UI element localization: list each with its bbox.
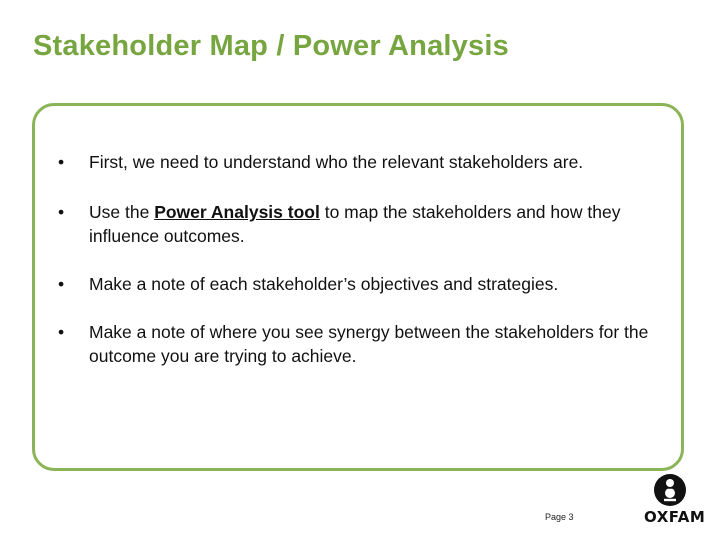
bullet-marker: •	[58, 152, 65, 172]
bullet-marker: •	[58, 274, 65, 294]
bullet-marker: •	[58, 202, 65, 222]
bullet-text-post: to map the stakeholders and how they influence outcomes.	[89, 202, 621, 246]
slide-title: Stakeholder Map / Power Analysis	[33, 30, 509, 62]
bullet-text	[89, 200, 669, 248]
oxfam-logo	[644, 474, 706, 526]
bullet-text: Make a note of each stakeholder’s objectives and strategies.	[89, 274, 559, 294]
power-analysis-tool-link[interactable]: Power Analysis tool	[154, 202, 320, 222]
page-number: Page 3	[545, 512, 574, 522]
oxfam-figure-icon	[644, 474, 700, 508]
bullet-marker: •	[58, 322, 65, 342]
bullet-text: Make a note of where you see synergy between the stakeholders for the outcome you are trying to achieve.	[89, 322, 649, 366]
oxfam-wordmark: OXFAM	[644, 508, 706, 526]
bullet-text: First, we need to understand who the relevant stakeholders are.	[89, 152, 584, 172]
bullet-text-pre: Use the	[89, 202, 155, 222]
